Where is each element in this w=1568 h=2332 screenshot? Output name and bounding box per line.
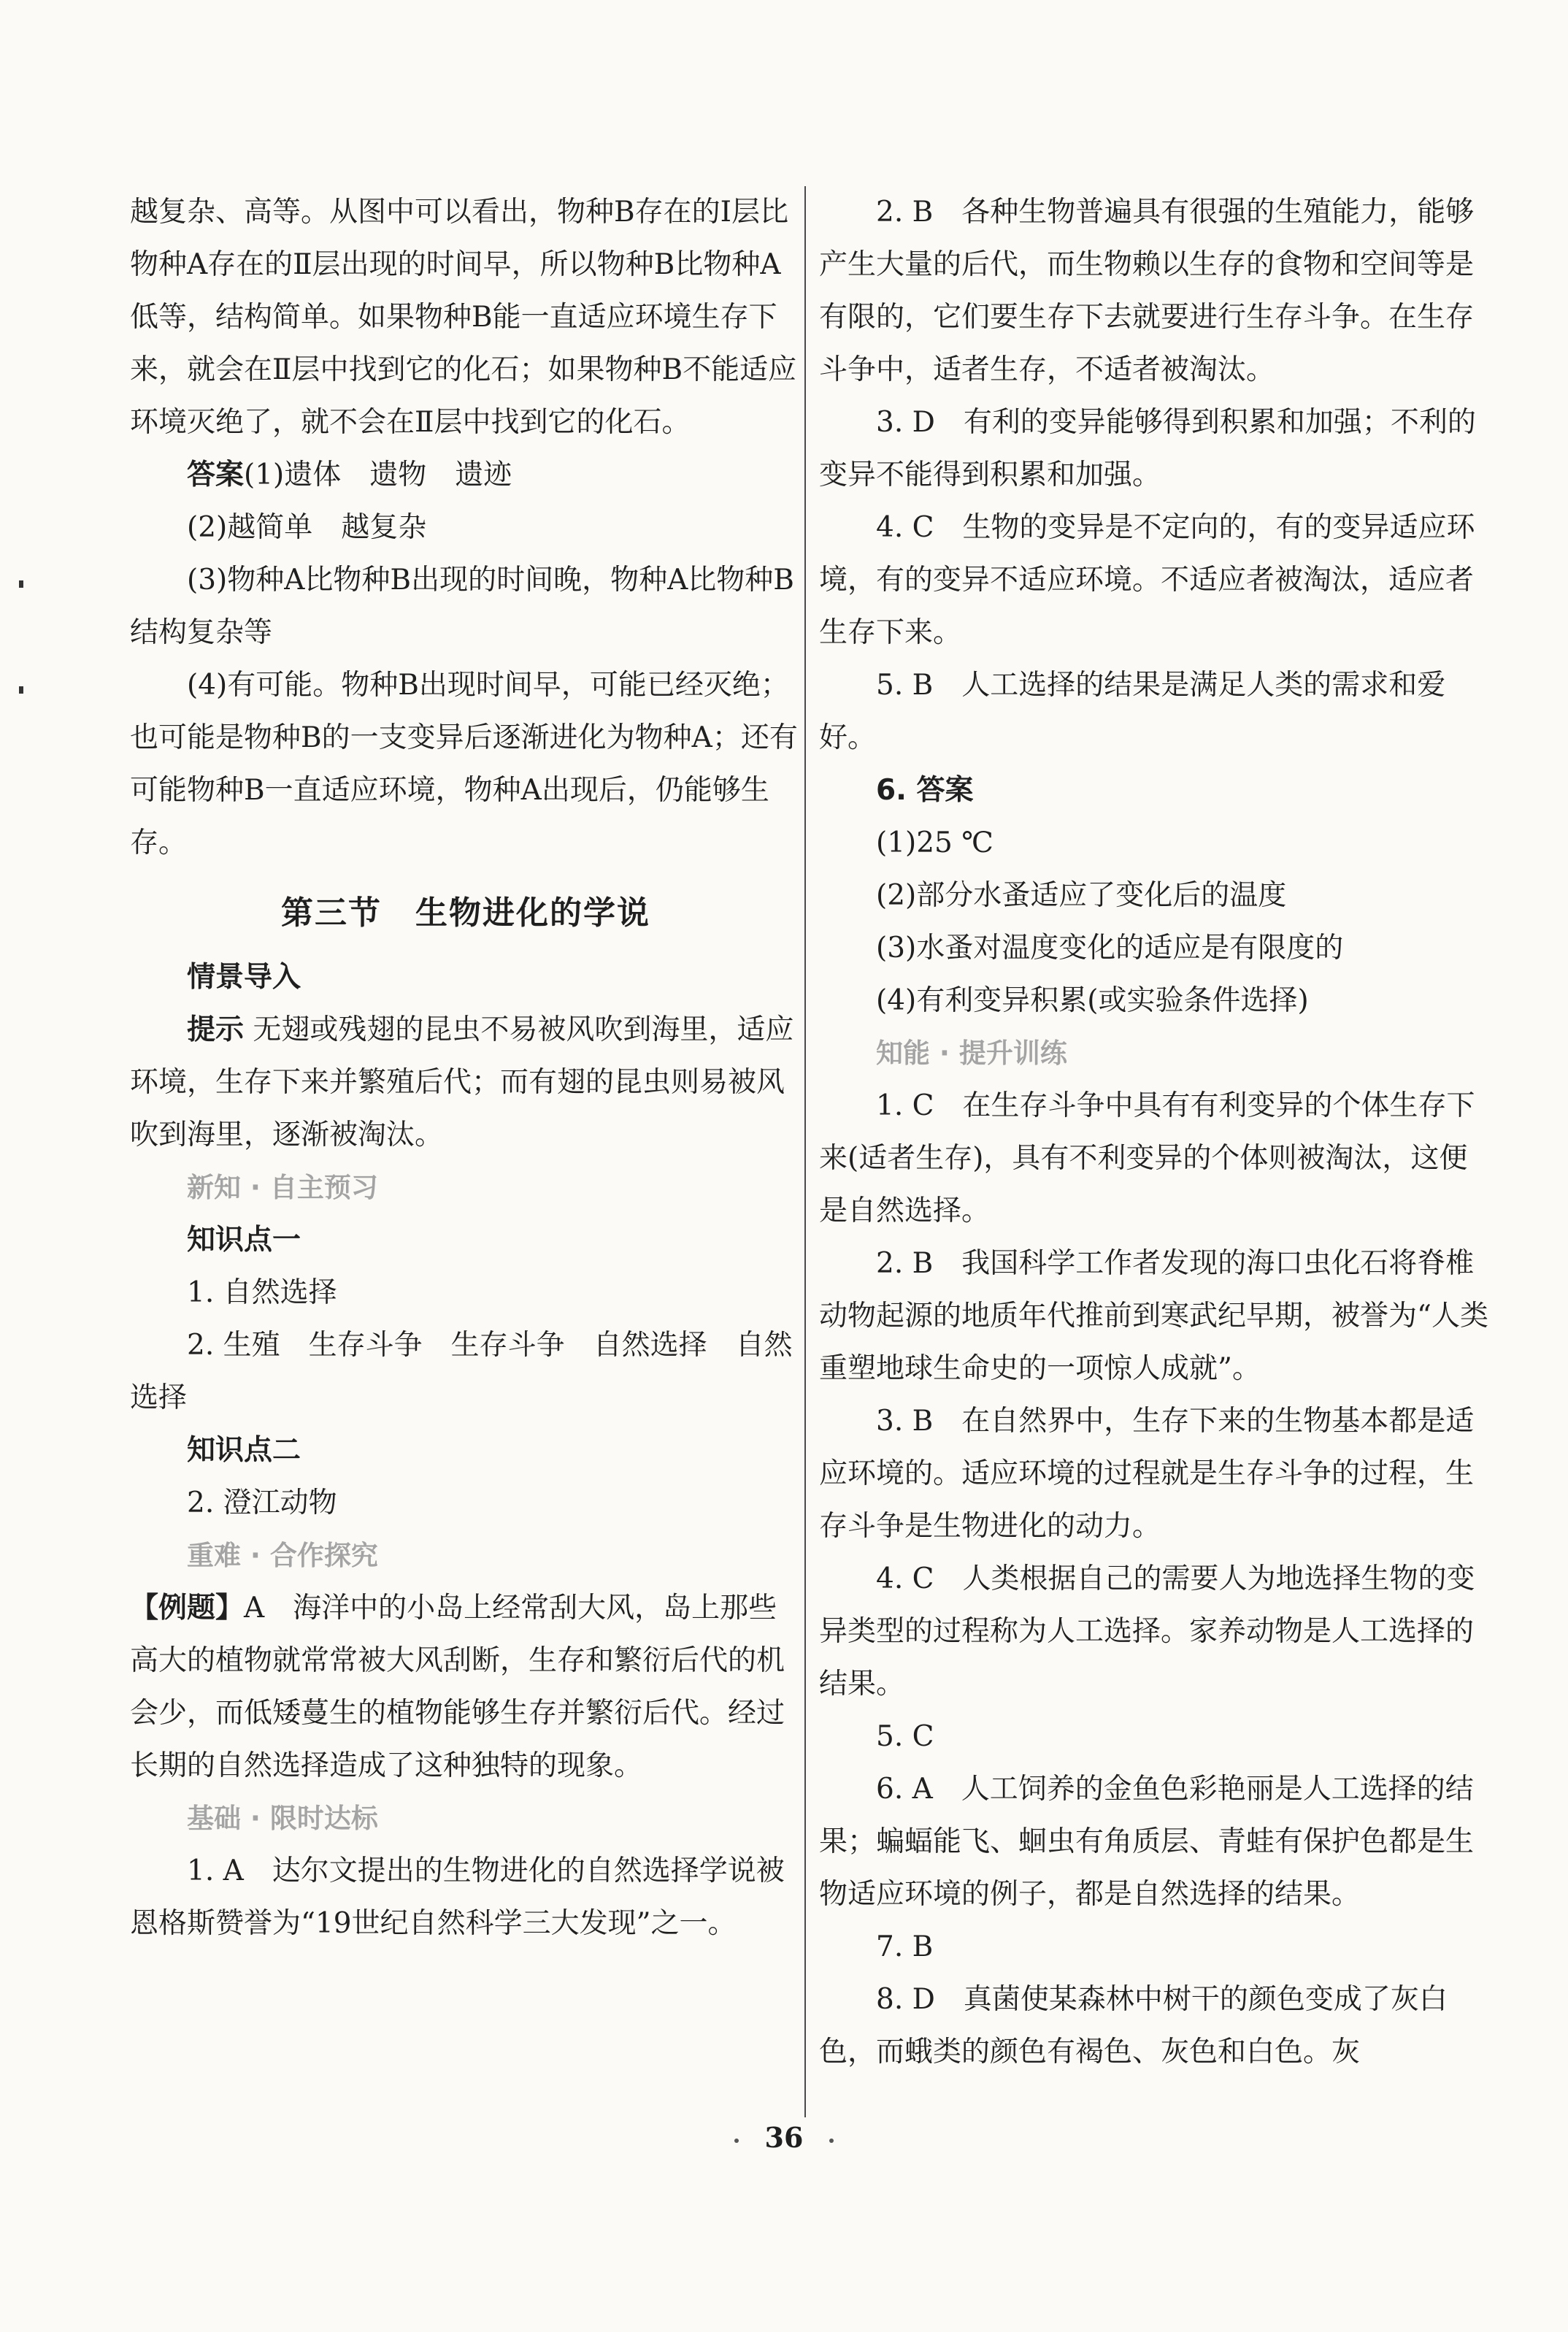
question-2: 2. B 各种生物普遍具有很强的生殖能力，能够产生大量的后代，而生物赖以生存的食物和空间等是有限的，它们要生存下去就要进行生存斗争。在生存斗争中，适者生存，不适者被淘汰。 [819,196,1475,386]
answer-4: (4)有可能。物种B出现时间早，可能已经灭绝；也可能是物种B的一支变异后逐渐进化为物种A；还有可能物种B一直适应环境，物种A出现后，仍能够生存。 [130,669,798,859]
training-3: 3. B 在自然界中，生存下来的生物基本都是适应环境的。适应环境的过程就是生存斗争的过程，生存斗争是生物进化的动力。 [819,1405,1475,1543]
page-number: 36 [0,2121,1568,2154]
left-column [130,186,802,1950]
example-label: 【例题】 [130,1592,245,1625]
answer-2: (2)越简单 越复杂 [187,511,427,544]
hint-paragraph: 提示 无翅或残翅的昆虫不易被风吹到海里，适应环境，生存下来并繁殖后代；而有翅的昆虫则易被风吹到海里，逐渐被淘汰。 [130,1013,794,1151]
section-new-knowledge: 新知 · 自主预习 [187,1172,378,1203]
knowledge-point-1: 知识点一 [187,1224,301,1257]
dot-icon [829,2139,834,2143]
scene-heading: 情景导入 [187,961,301,994]
section-title: 第三节 生物进化的学说 [281,894,650,932]
training-6: 6. A 人工饲养的金鱼色彩艳丽是人工选择的结果；蝙蝠能飞、蛔虫有角质层、青蛙有保护色都是生物适应环境的例子，都是自然选择的结果。 [819,1773,1475,1911]
training-1: 1. C 在生存斗争中具有有利变异的个体生存下来(适者生存)，具有不利变异的个体则被淘汰，这便是自然选择。 [819,1089,1475,1227]
section-hard-points: 重难 · 合作探究 [187,1540,378,1571]
answer-3: (3)物种A比物种B出现的时间晚，物种A比物种B结构复杂等 [130,564,794,649]
training-8: 8. D 真菌使某森林中树干的颜色变成了灰白色，而蛾类的颜色有褐色、灰色和白色。灰 [819,1983,1448,2068]
q6-answer-4: (4)有利变异积累(或实验条件选择) [876,984,1309,1017]
q6-answer-1: (1)25 ℃ [876,826,994,859]
question-6-label: 6. 答案 [876,774,974,807]
column-divider [804,186,806,2117]
kp2-item-2: 2. 澄江动物 [187,1487,337,1519]
training-2: 2. B 我国科学工作者发现的海口虫化石将脊椎动物起源的地质年代推前到寒武纪早期，被誉为“人类重塑地球生命史的一项惊人成就”。 [819,1247,1488,1385]
kp1-item-1: 1. 自然选择 [187,1276,337,1309]
hint-label: 提示 [187,1013,245,1046]
intro-paragraph: 越复杂、高等。从图中可以看出，物种B存在的Ⅰ层比物种A存在的Ⅱ层出现的时间早，所以物种B比物种A低等，结构简单。如果物种B能一直适应环境生存下来，就会在Ⅱ层中找到它的化石；如果物种B不能适应环境灭绝了，就不会在Ⅱ层中找到它的化石。 [130,196,797,439]
section-improve: 知能 · 提升训练 [876,1037,1067,1069]
q6-answer-2: (2)部分水蚤适应了变化后的温度 [876,879,1287,912]
question-5: 5. B 人工选择的结果是满足人类的需求和爱好。 [819,669,1446,754]
example-paragraph: 【例题】A 海洋中的小岛上经常刮大风，岛上那些高大的植物就常常被大风刮断，生存和繁衍后代的机会少，而低矮蔓生的植物能够生存并繁衍后代。经过长期的自然选择造成了这种独特的现象。 [130,1592,785,1782]
section-basic: 基础 · 限时达标 [187,1803,378,1834]
question-4: 4. C 生物的变异是不定向的，有的变异适应环境，有的变异不适应环境。不适应者被淘汰，适应者生存下来。 [819,511,1475,649]
q6-answer-3: (3)水蚤对温度变化的适应是有限度的 [876,932,1344,964]
training-5: 5. C [876,1720,934,1753]
knowledge-point-2: 知识点二 [187,1434,301,1467]
right-column [819,186,1491,2079]
answer-1: 答案(1)遗体 遗物 遗迹 [187,459,512,491]
dot-icon [734,2139,739,2143]
answer-label: 答案 [187,459,245,491]
question-3: 3. D 有利的变异能够得到积累和加强；不利的变异不能得到积累和加强。 [819,406,1476,491]
training-7: 7. B [876,1930,934,1963]
training-4: 4. C 人类根据自己的需要人为地选择生物的变异类型的过程称为人工选择。家养动物是人工选择的结果。 [819,1562,1475,1700]
basic-item-1: 1. A 达尔文提出的生物进化的自然选择学说被恩格斯赞誉为“19世纪自然科学三大发现”之一。 [130,1855,785,1940]
kp1-item-2: 2. 生殖 生存斗争 生存斗争 自然选择 自然选择 [130,1329,793,1414]
